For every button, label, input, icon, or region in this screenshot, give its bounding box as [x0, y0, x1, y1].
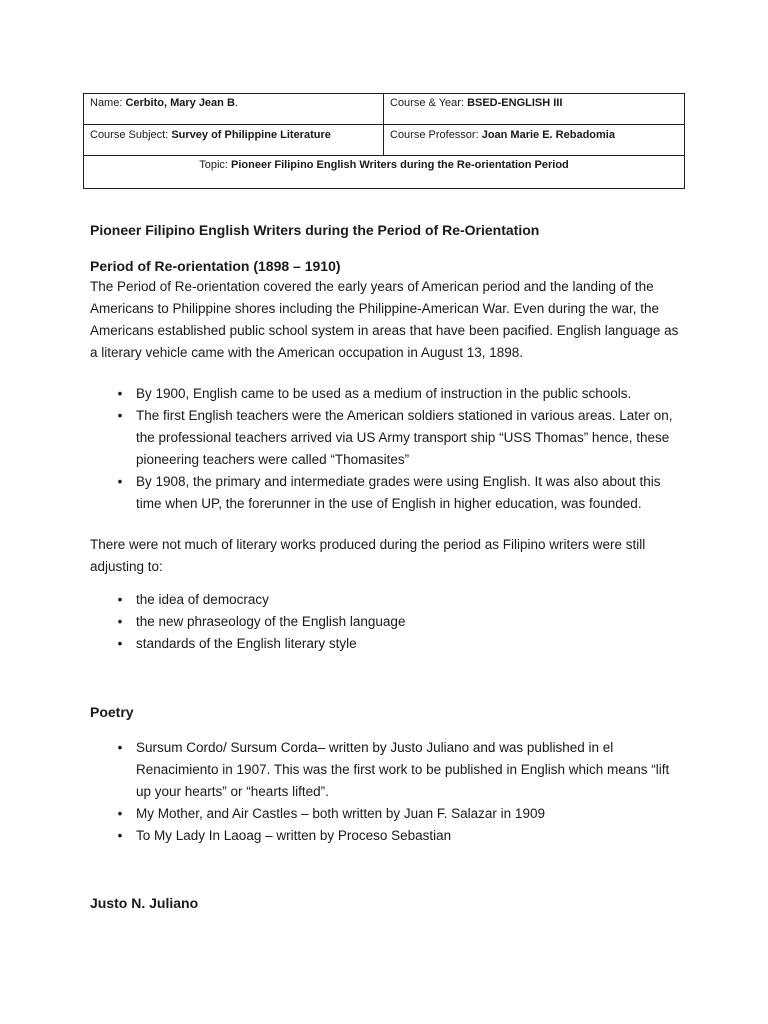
bullet-icon: •: [117, 474, 123, 489]
professor-value: Joan Marie E. Rebadomia: [481, 129, 615, 141]
subject-value: Survey of Philippine Literature: [171, 129, 331, 141]
list-item: [90, 405, 685, 471]
bullet-icon: •: [117, 592, 123, 607]
list-item-text: Sursum Cordo/ Sursum Corda– written by Justo Juliano and was published in el Renacimiento in 1907. This was the first work to be published in English which means “lift up your hearts” or “hearts lifted”.: [136, 740, 670, 799]
bullet-icon: •: [117, 806, 123, 821]
subject-label: Course Subject:: [90, 129, 172, 141]
bullet-icon: •: [117, 386, 123, 401]
reorientation-bullet-list: [90, 383, 685, 515]
list-item-text: standards of the English literary style: [136, 636, 357, 651]
list-item-text: By 1908, the primary and intermediate grades were using English. It was also about this time when UP, the forerunner in the use of English in higher education, was founded.: [136, 474, 661, 511]
list-item-text: The first English teachers were the American soldiers stationed in various areas. Later on, the professional teachers arrived via US Army transport ship “USS Thomas” hence, these pioneering teachers were called “Thomasites”: [136, 408, 673, 467]
student-info-table: [83, 93, 685, 189]
name-cell: [84, 94, 384, 125]
bullet-icon: •: [117, 408, 123, 423]
main-title: Pioneer Filipino English Writers during the Period of Re-Orientation: [90, 222, 540, 238]
topic-label: Topic:: [199, 159, 231, 171]
topic-value: Pioneer Filipino English Writers during the Re-orientation Period: [231, 159, 569, 171]
list-item: [90, 471, 685, 515]
list-item-text: By 1900, English came to be used as a medium of instruction in the public schools.: [136, 386, 632, 401]
info-row-3: [84, 156, 685, 189]
name-value: Cerbito, Mary Jean B: [125, 97, 235, 109]
bullet-icon: •: [117, 828, 123, 843]
list-item: [90, 803, 685, 825]
adjusting-bullet-list: [90, 589, 685, 655]
list-item: [90, 737, 685, 803]
list-item: [90, 383, 685, 405]
info-row-1: [84, 94, 685, 125]
adjusting-paragraph: There were not much of literary works produced during the period as Filipino writers were still adjusting to:: [90, 537, 646, 574]
poetry-bullet-list: [90, 737, 685, 847]
bullet-icon: •: [117, 636, 123, 651]
topic-cell: [84, 156, 685, 189]
list-item-text: the new phraseology of the English language: [136, 614, 406, 629]
course-year-cell: [384, 94, 685, 125]
name-suffix: .: [234, 97, 238, 109]
bullet-icon: •: [117, 740, 123, 755]
subject-cell: [84, 125, 384, 156]
info-row-2: [84, 125, 685, 156]
course-year-value: BSED-ENGLISH III: [467, 97, 563, 109]
list-item-text: the idea of democracy: [136, 592, 269, 607]
professor-cell: [384, 125, 685, 156]
list-item: [90, 633, 685, 655]
reorientation-paragraph: The Period of Re-orientation covered the early years of American period and the landing of the Americans to Philippine shores including the Philippine-American War. Even during the war, the Americans established public school system in areas that have been pacified. English language as a literary vehicle came with the American occupation in August 13, 1898.: [90, 279, 679, 360]
section-heading-justo-juliano: Justo N. Juliano: [90, 895, 199, 911]
list-item-text: To My Lady In Laoag – written by Proceso Sebastian: [136, 828, 452, 843]
list-item-text: My Mother, and Air Castles – both written by Juan F. Salazar in 1909: [136, 806, 545, 821]
section-heading-reorientation: Period of Re-orientation (1898 – 1910): [90, 258, 341, 274]
bullet-icon: •: [117, 614, 123, 629]
course-year-label: Course & Year:: [390, 97, 468, 109]
section-heading-poetry: Poetry: [90, 704, 134, 720]
list-item: [90, 825, 685, 847]
list-item: [90, 589, 685, 611]
name-label: Name:: [90, 97, 126, 109]
professor-label: Course Professor:: [390, 129, 482, 141]
list-item: [90, 611, 685, 633]
